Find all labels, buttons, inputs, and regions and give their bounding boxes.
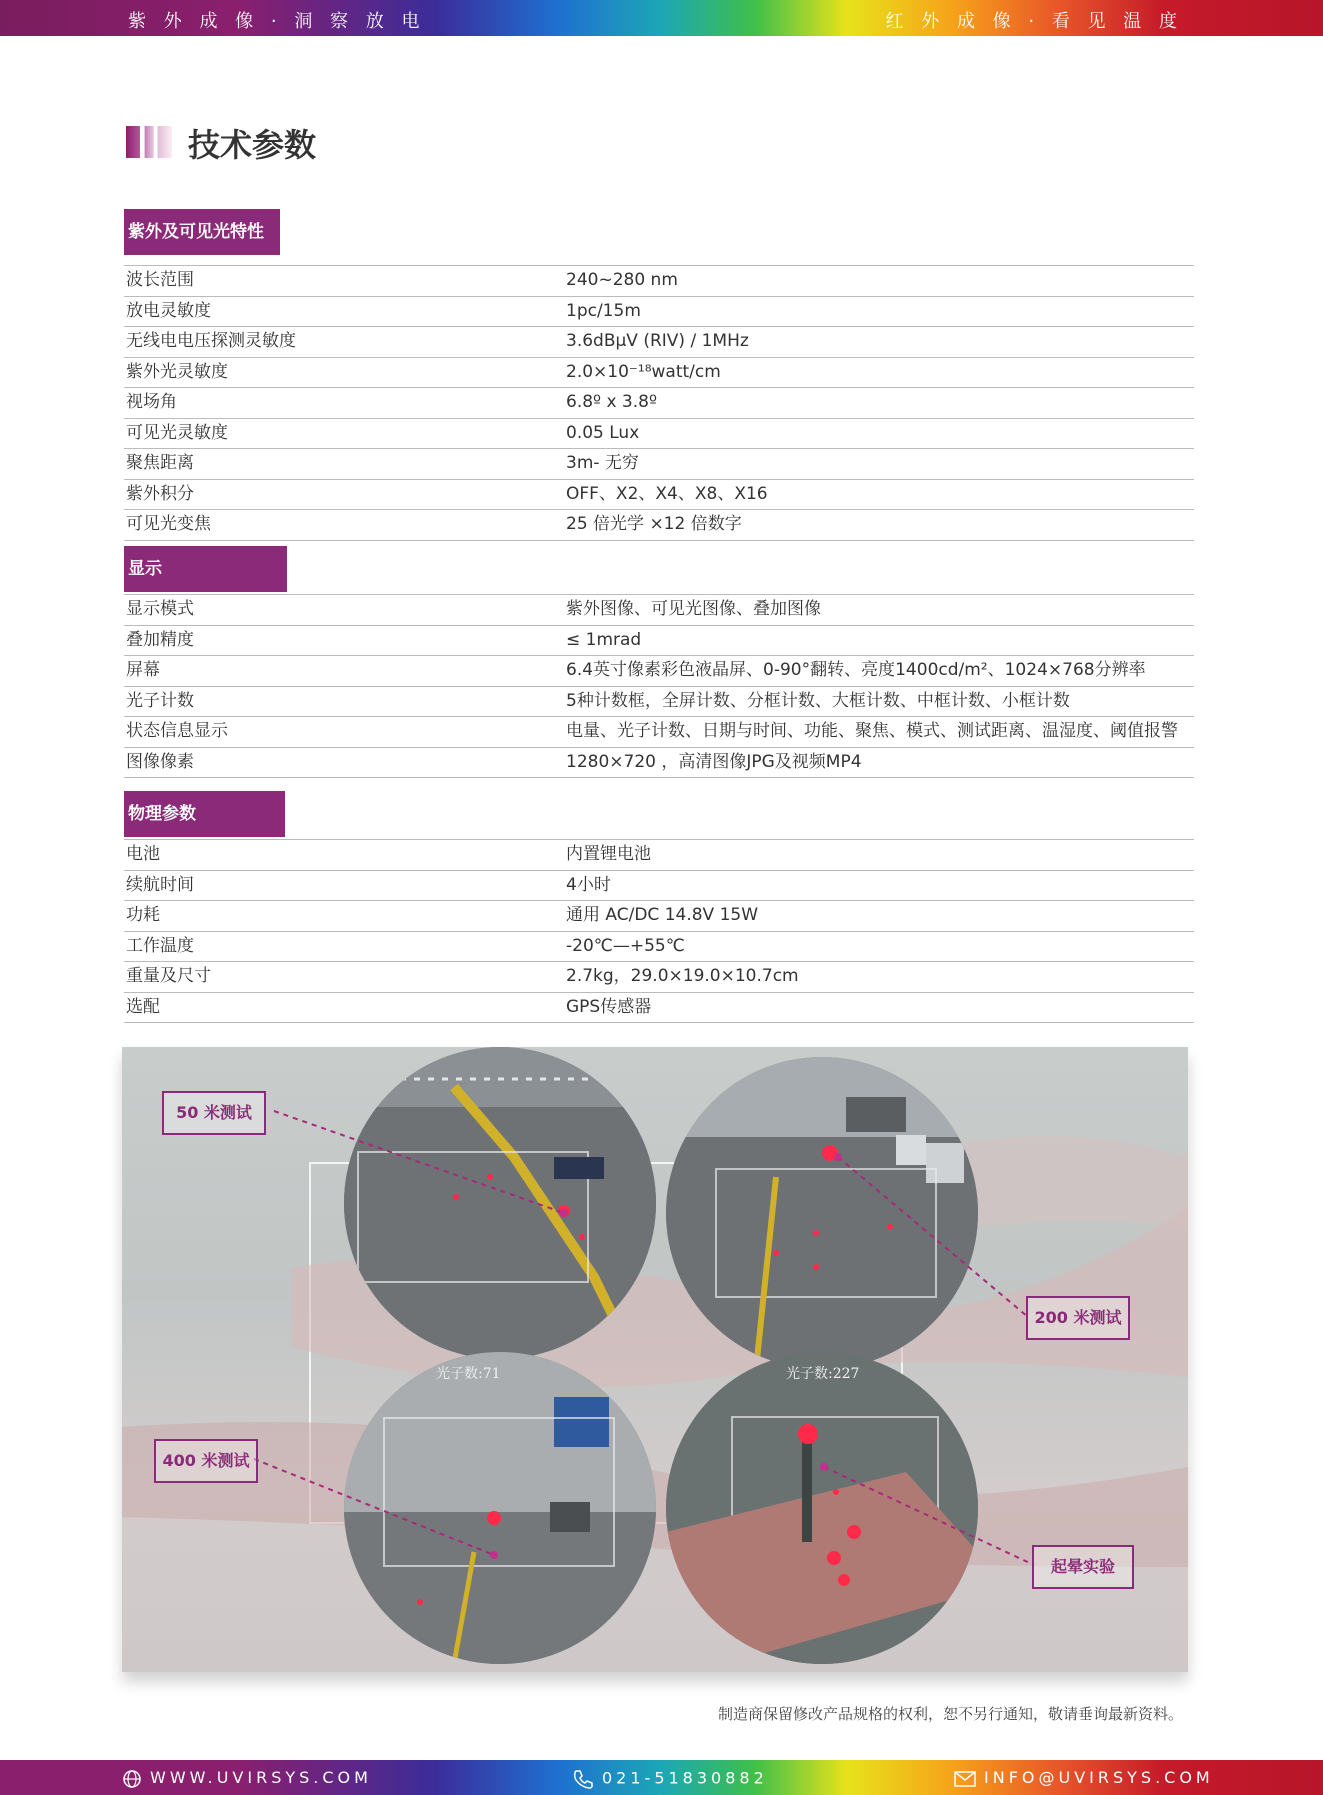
spec-value: 3m- 无穷 xyxy=(566,453,639,473)
spec-key: 无线电电压探测灵敏度 xyxy=(126,331,296,351)
spec-value: 2.7kg，29.0×19.0×10.7cm xyxy=(566,966,799,986)
spec-row xyxy=(124,932,1194,963)
spec-table xyxy=(124,265,1194,541)
phone-icon xyxy=(572,1768,594,1790)
spec-value: 内置锂电池 xyxy=(566,844,651,864)
callout-corona: 起晕实验 xyxy=(1032,1545,1134,1589)
spec-row xyxy=(124,388,1194,419)
header-left-slogan: 紫 外 成 像 · 洞 察 放 电 xyxy=(128,11,426,32)
footer-phone[interactable] xyxy=(572,1768,768,1790)
spec-key: 放电灵敏度 xyxy=(126,300,211,321)
spec-key: 波长范围 xyxy=(126,270,194,290)
spec-row xyxy=(124,717,1194,748)
leader-lines xyxy=(122,1047,1188,1672)
spec-value: 通用 AC/DC 14.8V 15W xyxy=(566,905,759,925)
globe-icon xyxy=(122,1769,142,1789)
spec-value: 2.0×10⁻¹⁸watt/cm xyxy=(566,361,721,382)
spec-key: 图像像素 xyxy=(126,751,194,772)
spec-row xyxy=(124,510,1194,541)
spec-value: 6.8º x 3.8º xyxy=(566,392,657,412)
spec-key: 光子计数 xyxy=(126,690,194,711)
spec-key: 视场角 xyxy=(126,392,177,412)
spec-row xyxy=(124,656,1194,687)
spec-value: -20℃—+55℃ xyxy=(566,935,685,956)
spec-key: 电池 xyxy=(126,844,160,864)
spec-row xyxy=(124,449,1194,480)
footer-email[interactable] xyxy=(954,1768,1214,1787)
spec-row xyxy=(124,901,1194,932)
footer-banner xyxy=(0,1760,1323,1795)
spec-value: 6.4英寸像素彩色液晶屏、0-90°翻转、亮度1400cd/m²、1024×768分辨率 xyxy=(566,660,1146,680)
spec-value: 25 倍光学 ×12 倍数字 xyxy=(566,514,742,534)
spec-value: 1pc/15m xyxy=(566,300,641,321)
spec-key: 状态信息显示 xyxy=(126,721,228,741)
spec-row xyxy=(124,595,1194,626)
spec-value: 5种计数框，全屏计数、分框计数、大框计数、中框计数、小框计数 xyxy=(566,690,1070,711)
section-uv-visible xyxy=(124,209,1194,541)
spec-row xyxy=(124,358,1194,389)
page-title: 技术参数 xyxy=(188,126,317,164)
spec-key: 重量及尺寸 xyxy=(126,966,211,986)
spec-key: 选配 xyxy=(126,996,160,1017)
section-heading: 紫外及可见光特性 xyxy=(124,209,280,255)
spec-row xyxy=(124,266,1194,297)
spec-value: OFF、X2、X4、X8、X16 xyxy=(566,483,768,504)
website-text: WWW.UVIRSYS.COM xyxy=(150,1768,372,1787)
spec-value: 240~280 nm xyxy=(566,270,678,290)
photon-count-label: 光子数:71 xyxy=(436,1366,501,1382)
spec-row xyxy=(124,962,1194,993)
spec-value: ≤ 1mrad xyxy=(566,629,642,650)
header-right-slogan: 红 外 成 像 · 看 见 温 度 xyxy=(885,11,1183,32)
spec-row xyxy=(124,687,1194,718)
spec-value: GPS传感器 xyxy=(566,996,652,1017)
spec-value: 紫外图像、可见光图像、叠加图像 xyxy=(566,599,821,619)
spec-value: 电量、光子计数、日期与时间、功能、聚焦、模式、测试距离、温湿度、阈值报警 xyxy=(566,721,1178,741)
spec-row xyxy=(124,993,1194,1024)
spec-row xyxy=(124,748,1194,779)
callout-50m: 50 米测试 xyxy=(162,1091,266,1135)
section-heading: 物理参数 xyxy=(124,791,285,837)
email-text: INFO@UVIRSYS.COM xyxy=(984,1768,1214,1787)
spec-key: 可见光灵敏度 xyxy=(126,422,228,443)
spec-key: 功耗 xyxy=(126,905,160,925)
spec-value: 3.6dBμV (RIV) / 1MHz xyxy=(566,331,749,351)
mail-icon xyxy=(954,1771,976,1787)
title-gradient-mark xyxy=(126,126,172,158)
spec-key: 工作温度 xyxy=(126,935,194,956)
spec-row xyxy=(124,327,1194,358)
callout-400m: 400 米测试 xyxy=(154,1439,258,1483)
spec-key: 紫外积分 xyxy=(126,483,194,504)
test-photo-composite xyxy=(122,1047,1188,1672)
phone-text: 021-51830882 xyxy=(602,1768,768,1788)
spec-key: 续航时间 xyxy=(126,874,194,895)
spec-value: 4小时 xyxy=(566,874,611,895)
header-banner xyxy=(0,0,1323,36)
section-heading: 显示 xyxy=(124,546,287,592)
spec-row xyxy=(124,871,1194,902)
spec-key: 紫外光灵敏度 xyxy=(126,361,228,382)
spec-table xyxy=(124,839,1194,1023)
spec-row xyxy=(124,480,1194,511)
spec-value: 0.05 Lux xyxy=(566,422,640,443)
footer-website[interactable] xyxy=(122,1768,372,1789)
disclaimer-note: 制造商保留修改产品规格的权利，恕不另行通知，敬请垂询最新资料。 xyxy=(717,1705,1183,1723)
spec-key: 显示模式 xyxy=(126,599,194,619)
spec-row xyxy=(124,297,1194,328)
section-physical xyxy=(124,791,1194,1023)
spec-table xyxy=(124,594,1194,778)
spec-row xyxy=(124,840,1194,871)
spec-row xyxy=(124,626,1194,657)
callout-200m: 200 米测试 xyxy=(1026,1296,1130,1340)
spec-row xyxy=(124,419,1194,450)
spec-key: 叠加精度 xyxy=(126,629,194,650)
section-display xyxy=(124,546,1194,778)
spec-value: 1280×720 ，高清图像JPG及视频MP4 xyxy=(566,751,862,772)
spec-key: 聚焦距离 xyxy=(126,453,194,473)
spec-key: 屏幕 xyxy=(126,660,160,680)
spec-key: 可见光变焦 xyxy=(126,514,211,534)
photon-count-label: 光子数:227 xyxy=(786,1366,860,1382)
